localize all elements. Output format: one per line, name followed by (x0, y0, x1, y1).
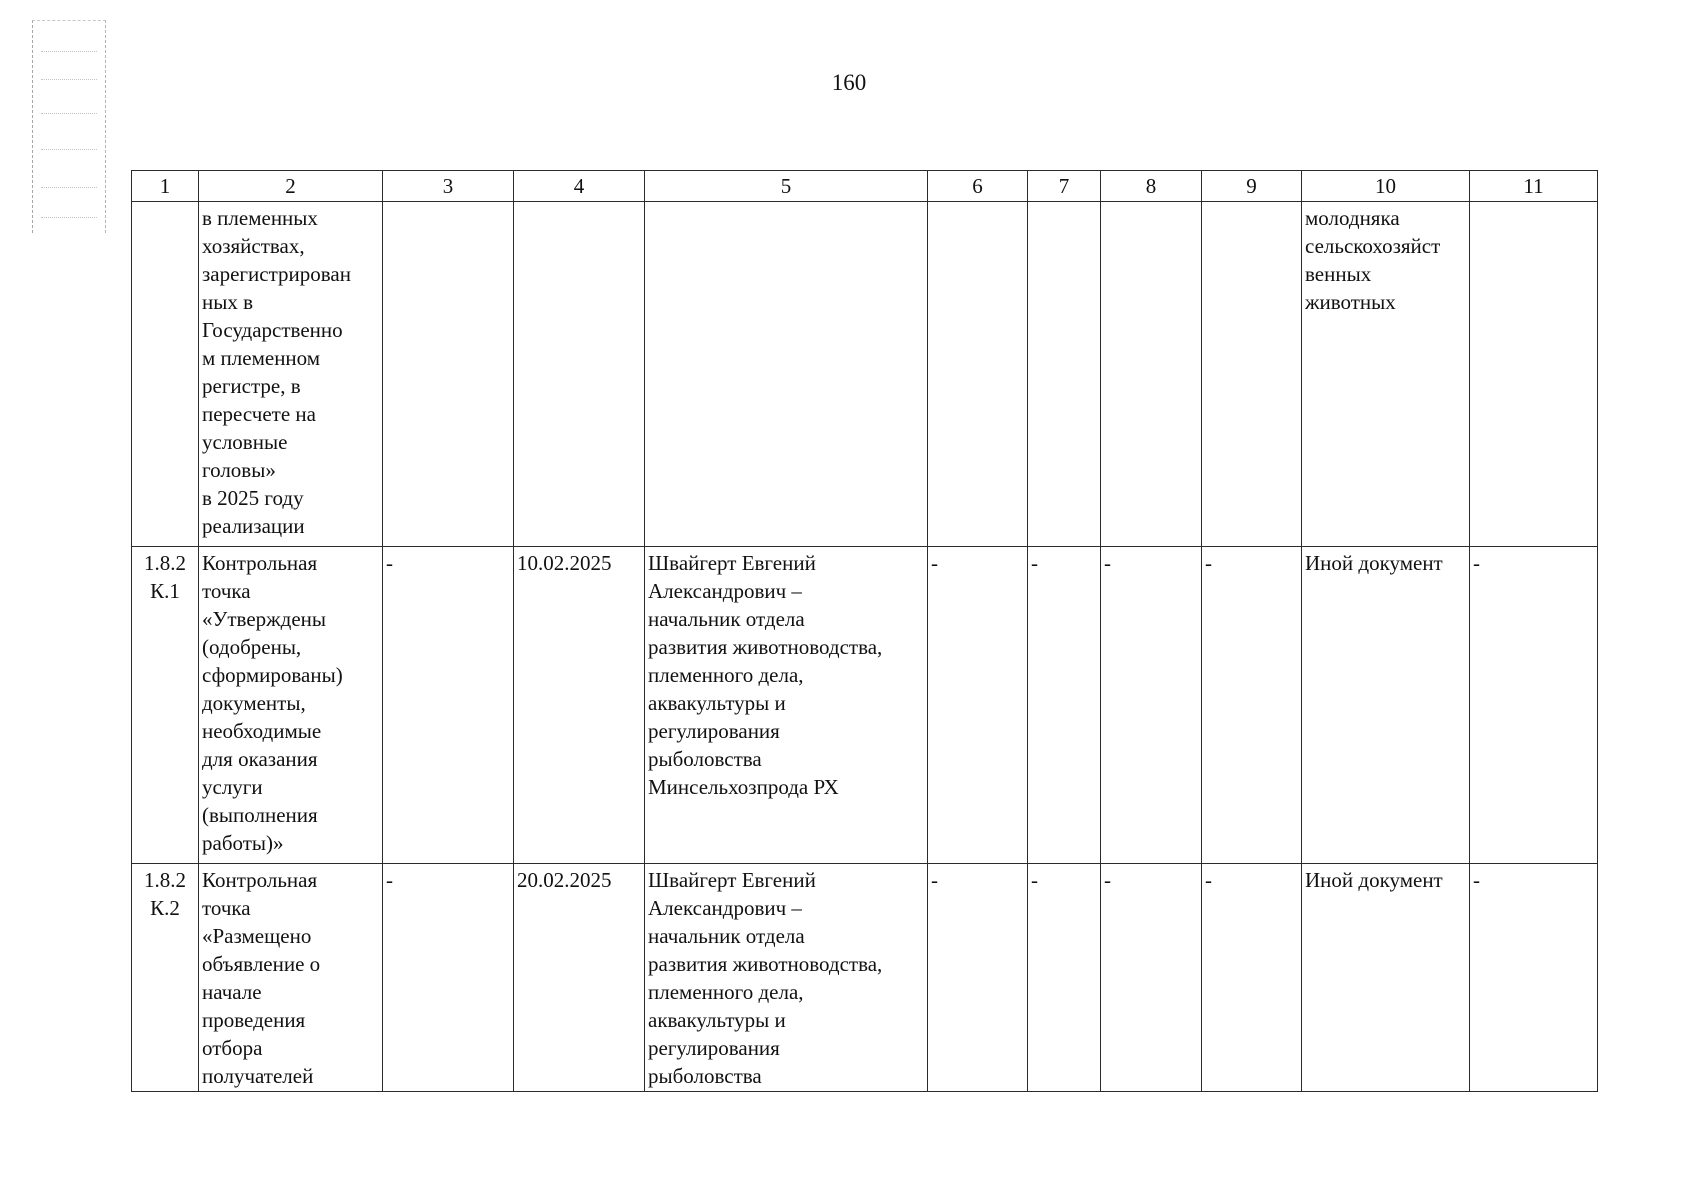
responsible-cell: Швайгерт Евгений Александрович – начальник отдела развития животноводства, племенного дела, аквакультуры и регулирования рыболовства (645, 864, 928, 1092)
table-cell (928, 202, 1028, 547)
table-cell: - (928, 864, 1028, 1092)
column-header: 1 (132, 171, 199, 202)
table-cell: - (1101, 864, 1202, 1092)
table-row (132, 202, 1598, 547)
row-number-cell: 1.8.2 К.2 (132, 864, 199, 1092)
table-cell (1101, 202, 1202, 547)
column-header: 6 (928, 171, 1028, 202)
data-table (131, 170, 1598, 1092)
table-cell (1470, 202, 1598, 547)
date-cell (514, 202, 645, 547)
date-cell: 10.02.2025 (514, 547, 645, 864)
table-cell: - (1470, 547, 1598, 864)
column-header: 7 (1028, 171, 1101, 202)
table-cell (383, 202, 514, 547)
description-cell: в племенных хозяйствах, зарегистрирован ных в Государственно м племенном регистре, в пересчете на условные головы» в 2025 году реализации (199, 202, 383, 547)
table-cell: - (1101, 547, 1202, 864)
date-cell: 20.02.2025 (514, 864, 645, 1092)
table-row (132, 864, 1598, 1092)
column-header: 8 (1101, 171, 1202, 202)
table-cell: - (1028, 864, 1101, 1092)
column-header: 10 (1302, 171, 1470, 202)
table-cell: - (1028, 547, 1101, 864)
table-cell: - (1202, 864, 1302, 1092)
page-number: 160 (831, 70, 867, 95)
margin-stamp (32, 20, 106, 233)
responsible-cell (645, 202, 928, 547)
column-header: 9 (1202, 171, 1302, 202)
table-row (132, 547, 1598, 864)
table-cell: - (383, 864, 514, 1092)
responsible-cell: Швайгерт Евгений Александрович – начальник отдела развития животноводства, племенного дела, аквакультуры и регулирования рыболовства Минсельхозпрода РХ (645, 547, 928, 864)
column-header: 4 (514, 171, 645, 202)
document-type-cell: Иной документ (1302, 547, 1470, 864)
table-cell (1202, 202, 1302, 547)
table-cell: - (383, 547, 514, 864)
document-type-cell: Иной документ (1302, 864, 1470, 1092)
column-header: 11 (1470, 171, 1598, 202)
description-cell: Контрольная точка «Утверждены (одобрены, сформированы) документы, необходимые для оказания услуги (выполнения работы)» (199, 547, 383, 864)
description-cell: Контрольная точка «Размещено объявление о начале проведения отбора получателей (199, 864, 383, 1092)
row-number-cell: 1.8.2 К.1 (132, 547, 199, 864)
column-header: 3 (383, 171, 514, 202)
table-cell: - (1202, 547, 1302, 864)
table-cell: - (1470, 864, 1598, 1092)
column-header: 5 (645, 171, 928, 202)
table-cell: - (928, 547, 1028, 864)
table-cell (1028, 202, 1101, 547)
row-number-cell (132, 202, 199, 547)
table-header-row (132, 171, 1598, 202)
document-type-cell: молодняка сельскохозяйст венных животных (1302, 202, 1470, 547)
column-header: 2 (199, 171, 383, 202)
